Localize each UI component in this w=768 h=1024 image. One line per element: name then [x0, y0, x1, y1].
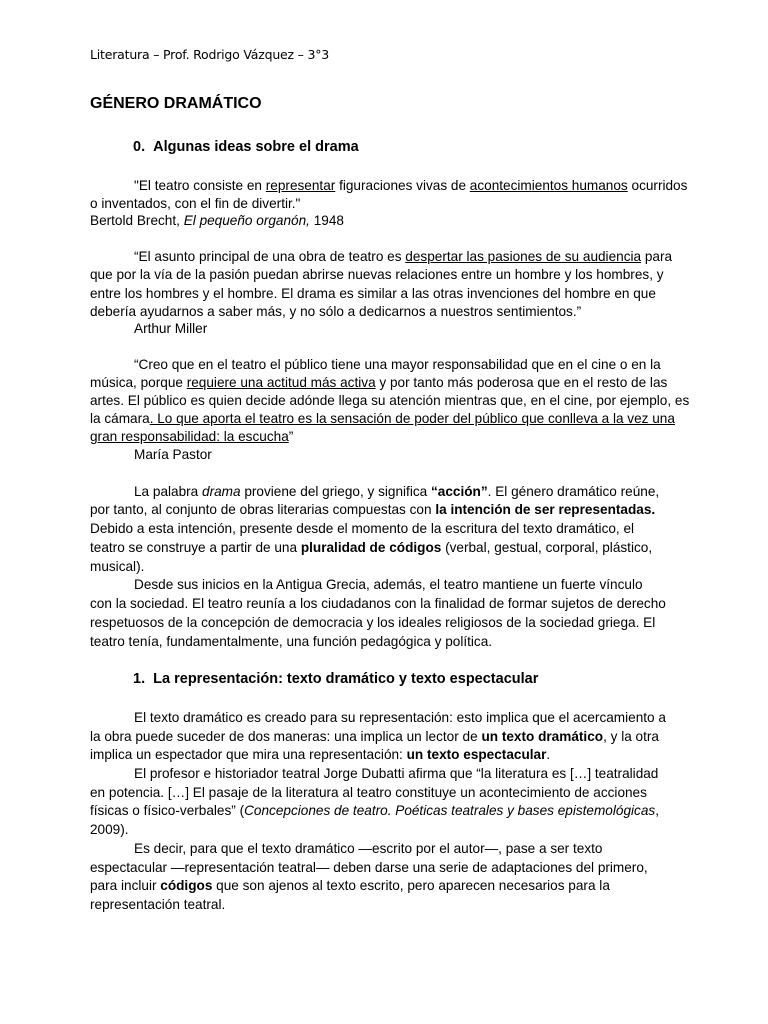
- text-segment: entre los hombres y el hombre. El drama es similar a las otras invenciones del hombre en que: [90, 286, 656, 301]
- text-line: [90, 429, 293, 444]
- italic-text: drama: [202, 484, 241, 499]
- bold-text: la intención de ser representadas.: [435, 502, 656, 517]
- text-line: [90, 747, 550, 762]
- text-line: [90, 559, 144, 574]
- text-line: [90, 822, 129, 837]
- text-line: [90, 634, 492, 649]
- text-line: [134, 766, 658, 781]
- text-segment: Es decir, para que el texto dramático —escrito por el autor—, pase a ser texto: [134, 841, 603, 856]
- underlined-text: requiere una actitud más activa: [186, 375, 376, 390]
- underlined-text: representar: [265, 178, 336, 193]
- italic-text: Concepciones de teatro. Poéticas teatrales y bases epistemológicas: [244, 803, 656, 818]
- text-line: [90, 304, 581, 319]
- text-line: [90, 729, 659, 744]
- text-line: [134, 321, 207, 336]
- section-title: La representación: texto dramático y texto espectacular: [153, 671, 539, 687]
- text-line: [90, 411, 675, 426]
- text-segment: físicas o físico-verbales” (: [90, 803, 245, 818]
- text-line: [134, 841, 602, 856]
- text-segment: Debido a esta intención, presente desde el momento de la escritura del texto dramático, el: [90, 521, 635, 536]
- text-segment: artes. El público es quien decide adónde llega su atención mientras que, en el cine, por ejemplo, es: [90, 393, 690, 408]
- section-number: 0.: [133, 139, 146, 155]
- section-title: Algunas ideas sobre el drama: [153, 139, 359, 155]
- text-segment: .: [546, 747, 551, 762]
- text-segment: Arthur Miller: [134, 321, 208, 336]
- page-header: Literatura – Prof. Rodrigo Vázquez – 3°3: [90, 47, 330, 62]
- text-line: [90, 596, 666, 611]
- text-segment: en potencia. […] El pasaje de la literatura al teatro constituye un acontecimiento de acciones: [90, 785, 647, 800]
- text-segment: proviene del griego, y significa: [240, 484, 431, 499]
- text-segment: la cámara: [90, 411, 150, 426]
- document-title: GÉNERO DRAMÁTICO: [90, 95, 262, 112]
- text-segment: Bertold Brecht,: [90, 213, 184, 228]
- text-segment: que por la vía de la pasión puedan abrirse nuevas relaciones entre un hombre y los hombres, y: [90, 267, 664, 282]
- text-segment: por tanto, al conjunto de obras literarias compuestas con: [90, 502, 436, 517]
- text-segment: respetuosos de la concepción de democracia y los ideales religiosos de la sociedad griega. El: [90, 615, 656, 630]
- text-line: [90, 286, 656, 301]
- text-segment: o inventados, con el fin de divertir.": [90, 196, 301, 211]
- bold-text: un texto dramático: [481, 729, 604, 744]
- bold-text: “acción”: [430, 484, 488, 499]
- text-line: [90, 785, 647, 800]
- text-segment: debería ayudarnos a saber más, y no sólo a dedicarnos a nuestros sentimientos.”: [90, 304, 582, 319]
- text-segment: (verbal, gestual, corporal, plástico,: [441, 540, 653, 555]
- text-segment: implica un espectador que mira una representación:: [90, 747, 407, 762]
- text-segment: teatro tenía, fundamentalmente, una función pedagógica y política.: [90, 634, 493, 649]
- text-segment: "El teatro consiste en: [134, 178, 266, 193]
- text-line: [90, 393, 689, 408]
- text-line: [90, 213, 344, 228]
- text-segment: figuraciones vivas de: [335, 178, 470, 193]
- underlined-text: acontecimientos humanos: [469, 178, 628, 193]
- text-segment: . El género dramático reúne,: [487, 484, 660, 499]
- underlined-text: despertar las pasiones de su audiencia: [405, 249, 642, 264]
- text-line: [90, 615, 655, 630]
- text-line: [90, 521, 634, 536]
- section-number: 1.: [133, 671, 146, 687]
- text-segment: y por tanto más poderosa que en el resto de las: [375, 375, 668, 390]
- bold-text: un texto espectacular: [406, 747, 547, 762]
- text-segment: la obra puede suceder de dos maneras: una implica un lector de: [90, 729, 482, 744]
- text-segment: con la sociedad. El teatro reunía a los ciudadanos con la finalidad de formar sujetos de derecho: [90, 596, 666, 611]
- text-segment: para: [641, 249, 673, 264]
- text-segment: María Pastor: [134, 447, 212, 462]
- section-heading-1: [133, 671, 538, 687]
- text-segment: “Creo que en el teatro el público tiene una mayor responsabilidad que en el cine o en la: [134, 357, 661, 372]
- text-line: [134, 249, 672, 264]
- text-segment: para incluir: [90, 878, 161, 893]
- text-segment: El profesor e historiador teatral Jorge Dubatti afirma que “la literatura es […] teatralidad: [134, 766, 659, 781]
- text-line: [90, 803, 659, 818]
- text-segment: espectacular —representación teatral— deben darse una serie de adaptaciones del primero,: [90, 860, 648, 875]
- text-segment: 2009).: [90, 822, 129, 837]
- text-segment: “El asunto principal de una obra de teatro es: [134, 249, 406, 264]
- text-line: [90, 375, 667, 390]
- text-segment: teatro se construye a partir de una: [90, 540, 301, 555]
- text-line: [90, 878, 610, 893]
- bold-text: pluralidad de códigos: [300, 540, 442, 555]
- bold-text: códigos: [160, 878, 213, 893]
- text-segment: que son ajenos al texto escrito, pero aparecen necesarios para la: [212, 878, 610, 893]
- text-line: [90, 860, 648, 875]
- text-segment: ,: [655, 803, 659, 818]
- underlined-text: . Lo que aporta el teatro es la sensación de poder del público que conlleva a la vez una: [149, 411, 675, 426]
- text-segment: ”: [288, 429, 294, 444]
- italic-text: El pequeño organón,: [183, 213, 310, 228]
- text-line: [134, 178, 687, 193]
- text-line: [90, 502, 655, 517]
- text-segment: La palabra: [134, 484, 203, 499]
- text-segment: representación teatral.: [90, 897, 226, 912]
- underlined-text: gran responsabilidad: la escucha: [90, 429, 289, 444]
- text-segment: Desde sus inicios en la Antigua Grecia, además, el teatro mantiene un fuerte vínculo: [134, 577, 643, 592]
- text-segment: 1948: [309, 213, 344, 228]
- text-line: [134, 357, 661, 372]
- text-segment: El texto dramático es creado para su representación: esto implica que el acercamiento a: [134, 710, 666, 725]
- text-line: [90, 196, 300, 211]
- text-line: [90, 267, 664, 282]
- text-segment: musical).: [90, 559, 145, 574]
- text-segment: , y la otra: [603, 729, 659, 744]
- text-line: [90, 540, 652, 555]
- text-segment: ocurridos: [627, 178, 688, 193]
- text-line: [134, 577, 643, 592]
- section-heading-0: [133, 139, 359, 155]
- text-line: [90, 897, 225, 912]
- text-line: [134, 447, 212, 462]
- text-line: [134, 484, 659, 499]
- text-line: [134, 710, 666, 725]
- text-segment: música, porque: [90, 375, 187, 390]
